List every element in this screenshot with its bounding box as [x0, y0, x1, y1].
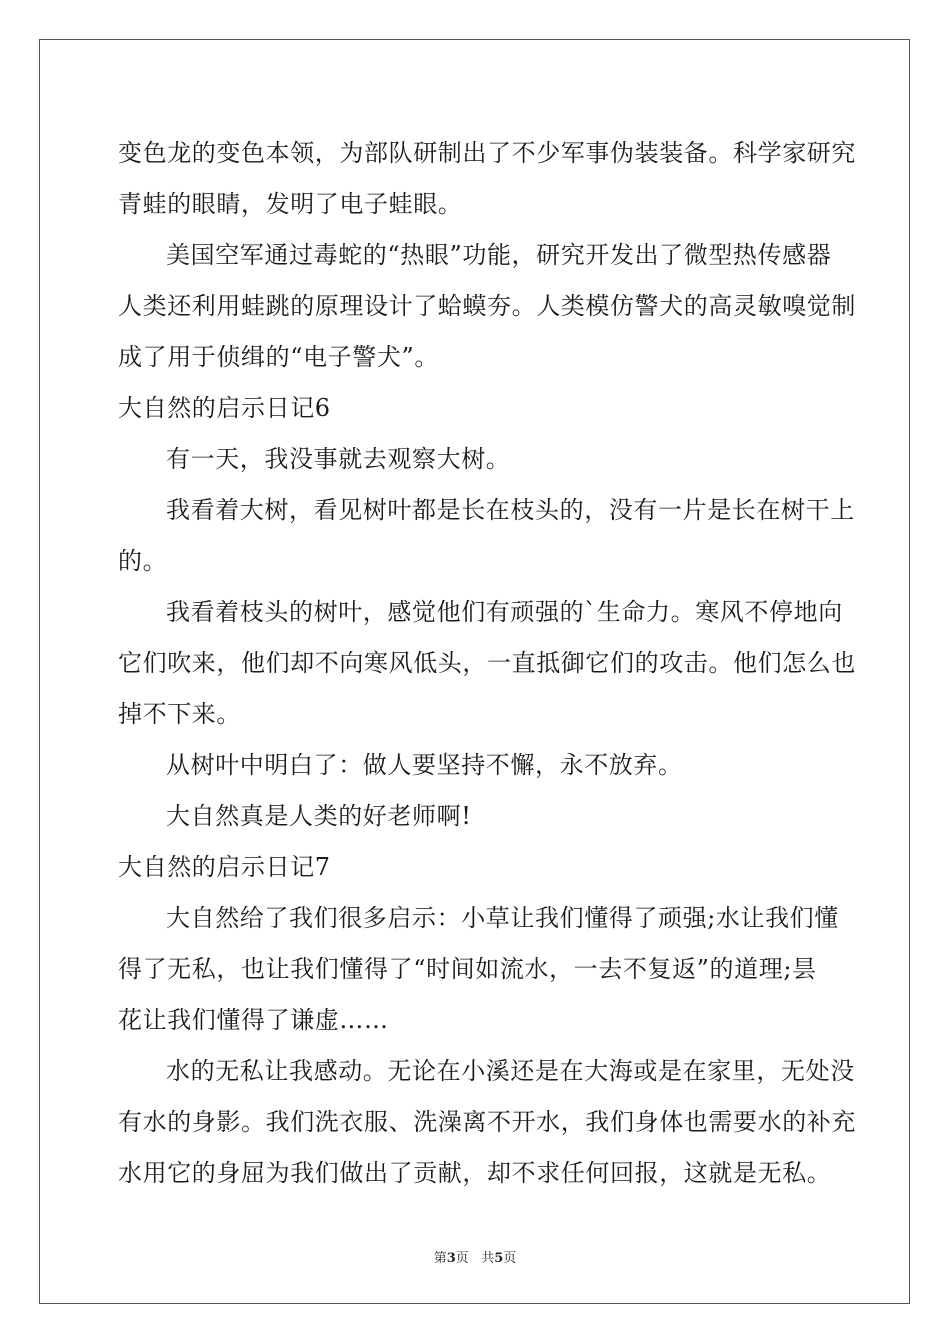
text-line: 有水的身影。我们洗衣服、洗澡离不开水，我们身体也需要水的补充: [118, 1108, 856, 1136]
text-line: 人类还利用蛙跳的原理设计了蛤蟆夯。人类模仿警犬的高灵敏嗅觉制: [118, 292, 856, 320]
text-line: 变色龙的变色本领，为部队研制出了不少军事伪装装备。科学家研究: [118, 139, 856, 167]
section-heading: 大自然的启示日记7: [118, 853, 331, 881]
paragraph-start: 水的无私让我感动。无论在小溪还是在大海或是在家里，无处没: [166, 1057, 855, 1085]
text-line: 掉不下来。: [118, 700, 241, 728]
footer-prefix: 第: [433, 1251, 447, 1266]
document-body: [118, 128, 856, 1199]
section-heading: 大自然的启示日记6: [118, 394, 331, 422]
text-line: 得了无私，也让我们懂得了“时间如流水，一去不复返”的道理;昙: [118, 955, 817, 983]
paragraph-start: 美国空军通过毒蛇的“热眼”功能，研究开发出了微型热传感器: [166, 241, 832, 269]
footer-page-suffix: 页: [455, 1251, 469, 1266]
text-line: 成了用于侦缉的“电子警犬”。: [118, 343, 439, 371]
page-footer: [0, 1247, 950, 1266]
paragraph-start: 我看着大树，看见树叶都是长在枝头的，没有一片是长在树干上: [166, 496, 855, 524]
paragraph-start: 有一天，我没事就去观察大树。: [166, 445, 511, 473]
paragraph-start: 大自然给了我们很多启示：小草让我们懂得了顽强;水让我们懂: [166, 904, 839, 932]
total-page-count: 5: [494, 1251, 504, 1266]
footer-total-suffix: 页: [503, 1251, 517, 1266]
paragraph-start: 我看着枝头的树叶，感觉他们有顽强的`生命力。寒风不停地向: [166, 598, 843, 626]
text-line: 的。: [118, 547, 168, 575]
footer-total-prefix: 共: [481, 1251, 495, 1266]
text-line: 青蛙的眼睛，发明了电子蛙眼。: [118, 190, 463, 218]
paragraph-start: 大自然真是人类的好老师啊!: [166, 802, 472, 830]
current-page-number: 3: [446, 1251, 456, 1266]
text-line: 水用它的身屈为我们做出了贡献，却不求任何回报，这就是无私。: [118, 1159, 832, 1187]
text-line: 它们吹来，他们却不向寒风低头，一直抵御它们的攻击。他们怎么也: [118, 649, 856, 677]
paragraph-start: 从树叶中明白了：做人要坚持不懈，永不放弃。: [166, 751, 683, 779]
text-line: 花让我们懂得了谦虚……: [118, 1006, 389, 1034]
